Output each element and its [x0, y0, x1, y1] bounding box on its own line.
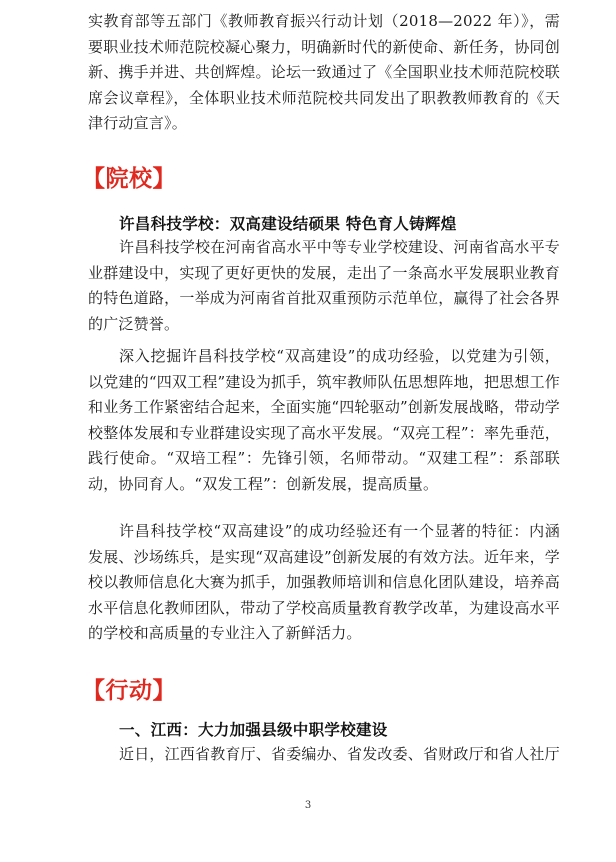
school-article-title: 许昌科技学校：双高建设结硕果 特色育人铸辉煌	[119, 215, 457, 233]
school-paragraph-1: 许昌科技学校在河南省高水平中等专业学校建设、河南省高水平专业群建设中，实现了更好更快的发展，走出了一条高水平发展职业教育的特色道路，一举成为河南省首批双重预防示范单位，赢得了社会各界的广泛赞誉。	[88, 238, 560, 333]
action-article-title: 一、江西：大力加强县级中职学校建设	[119, 721, 388, 739]
section-heading-action: 【行动】	[82, 678, 176, 704]
intro-paragraph: 实教育部等五部门《教师教育振兴行动计划（2018—2022 年）》，需要职业技术师范院校凝心聚力，明确新时代的新使命、新任务，协同创新、携手并进、共创辉煌。论坛一致通过了《全国职业技术师范院校联席会议章程》，全体职业技术师范院校共同发出了职教教师教育的《天津行动宣言》。	[88, 12, 560, 133]
page-number: 3	[304, 800, 312, 811]
school-paragraph-3: 许昌科技学校“双高建设”的成功经验还有一个显著的特征：内涵发展、沙场练兵，是实现“双高建设”创新发展的有效方法。近年来，学校以教师信息化大赛为抓手，加强教师培训和信息化团队建设，培养高水平信息化教师团队，带动了学校高质量教育教学改革，为建设高水平的学校和高质量的专业注入了新鲜活力。	[88, 522, 560, 643]
section-heading-schools: 【院校】	[82, 166, 176, 192]
action-paragraph-1: 近日，江西省教育厅、省委编办、省发改委、省财政厅和省人社厅	[119, 745, 560, 763]
school-paragraph-2: 深入挖掘许昌科技学校“双高建设”的成功经验，以党建为引领，以党建的“四双工程”建设为抓手，筑牢教师队伍思想阵地，把思想工作和业务工作紧密结合起来，全面实施“四轮驱动”创新发展战略，带动学校整体发展和专业群建设实现了高水平发展。“双亮工程”：率先垂范，践行使命。“双培工程”：先锋引领，名师带动。“双建工程”：系部联动，协同育人。“双发工程”：创新发展，提高质量。	[88, 347, 560, 493]
